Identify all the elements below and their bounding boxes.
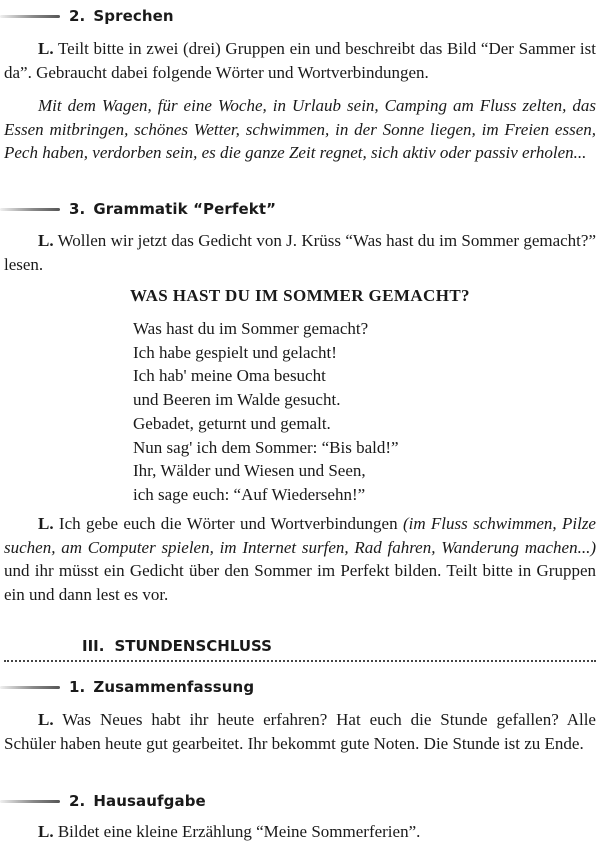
section-heading-stundenschluss — [82, 637, 272, 655]
paragraph-word-list — [4, 94, 596, 165]
paragraph-poem-intro — [4, 229, 596, 276]
poem-line: Ich hab' meine Oma besucht — [133, 366, 326, 385]
heading-number: 1. — [69, 678, 86, 696]
teacher-label: L. — [38, 39, 54, 58]
poem-line: Ich habe gespielt und gelacht! — [133, 342, 337, 362]
heading-dash — [0, 686, 60, 689]
paragraph-text: Wollen wir jetzt das Gedicht von J. Krüss “Was hast du im Sommer gemacht?” lesen. — [4, 231, 596, 274]
heading-number: 3. — [69, 200, 86, 218]
heading-zusammenfassung — [0, 675, 600, 699]
poem-line: Was hast du im Sommer gemacht? — [133, 319, 369, 338]
paragraph-text: Ich gebe euch die Wörter und Wortverbindungen — [58, 514, 398, 533]
paragraph-poem-task — [4, 512, 596, 606]
teacher-label: L. — [38, 710, 54, 729]
poem-line: Ihr, Wälder und Wiesen und Seen, — [133, 461, 366, 480]
heading-dash — [0, 15, 60, 18]
section-title: STUNDENSCHLUSS — [114, 637, 272, 655]
heading-sprechen — [0, 4, 600, 28]
paragraph-summary — [4, 708, 596, 755]
heading-dash — [0, 208, 60, 211]
teacher-label: L. — [38, 231, 54, 250]
heading-hausaufgabe — [0, 789, 600, 813]
poem-title: WAS HAST DU IM SOMMER GEMACHT? — [130, 286, 470, 305]
paragraph-text: Teilt bitte in zwei (drei) Gruppen ein und beschreibt das Bild “Der Sammer ist da”. Gebraucht dabei folgende Wörter und Wortverbindungen. — [4, 39, 596, 82]
teacher-label: L. — [38, 514, 54, 533]
paragraph-text: Was Neues habt ihr heute erfahren? Hat euch die Stunde gefallen? Alle Schüler haben heute gut gearbeitet. Ihr bekommt gute Noten. Die Stunde ist zu Ende. — [4, 710, 596, 753]
dotted-divider — [4, 660, 596, 662]
poem-line: Gebadet, geturnt und gemalt. — [133, 414, 331, 433]
word-list-text: Mit dem Wagen, für eine Woche, in Urlaub sein, Camping am Fluss zelten, das Essen mitbringen, schönes Wetter, schwimmen, in der Sonne liegen, im Freien essen, Pech haben, verdorben sein, es die ganze Zeit regnet, sich aktiv oder passiv erholen... — [4, 96, 596, 162]
teacher-label: L. — [38, 822, 54, 841]
heading-title: Zusammenfassung — [93, 678, 255, 696]
heading-title: Grammatik “Perfekt” — [93, 200, 277, 218]
heading-dash — [0, 800, 60, 803]
word-list-text: (im Fluss schwimmen, Pilze suchen, am Computer spielen, im Internet surfen, Rad fahren, Wanderung machen...) — [4, 514, 596, 557]
paragraph-text: und ihr müsst ein Gedicht über den Sommer im Perfekt bilden. Teilt bitte in Gruppen ein und dann lest es vor. — [4, 561, 596, 604]
section-number: III. — [82, 637, 105, 655]
paragraph-task-sprechen — [4, 37, 596, 84]
heading-grammatik — [0, 197, 600, 221]
heading-number: 2. — [69, 792, 86, 810]
poem-line: Nun sag' ich dem Sommer: “Bis bald!” — [133, 437, 399, 457]
paragraph-text: Bildet eine kleine Erzählung “Meine Sommerferien”. — [57, 822, 421, 841]
poem-line: ich sage euch: “Auf Wiedersehn!” — [133, 484, 366, 504]
heading-title: Hausaufgabe — [93, 792, 206, 810]
heading-title: Sprechen — [93, 7, 174, 25]
heading-number: 2. — [69, 7, 86, 25]
poem-stanza-2 — [133, 412, 399, 506]
poem-stanza-1 — [133, 317, 368, 411]
poem-line: und Beeren im Walde gesucht. — [133, 389, 341, 409]
paragraph-homework — [4, 820, 596, 844]
